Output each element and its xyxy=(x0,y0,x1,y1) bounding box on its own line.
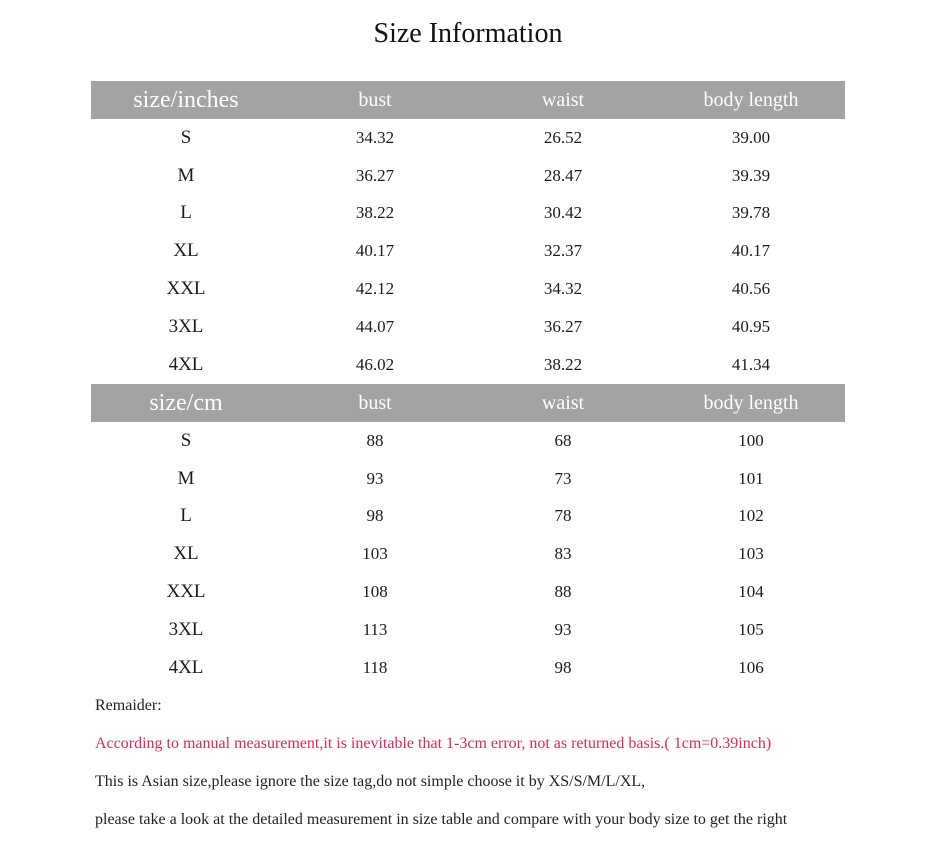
body-length-cell: 102 xyxy=(738,506,764,526)
table-row xyxy=(91,611,845,649)
body-length-cell: 106 xyxy=(738,657,764,677)
table-header-row xyxy=(91,384,845,422)
waist-cell: 32.37 xyxy=(543,241,583,261)
waist-cell: 78 xyxy=(554,506,572,526)
table-row xyxy=(91,232,845,270)
size-cell: XL xyxy=(173,543,199,565)
header-cell-bust: bust xyxy=(281,384,469,422)
size-cell: XXL xyxy=(166,581,206,603)
bust-cell: 88 xyxy=(366,430,384,450)
bust-cell: 93 xyxy=(366,468,384,488)
waist-cell: 68 xyxy=(554,430,572,450)
header-cell-size: size/inches xyxy=(91,81,281,119)
body-length-cell: 39.78 xyxy=(731,203,771,223)
body-length-cell: 40.95 xyxy=(731,316,771,336)
body-length-cell: 41.34 xyxy=(731,354,771,374)
body-length-cell: 104 xyxy=(738,582,764,602)
body-length-cell: 103 xyxy=(738,544,764,564)
body-length-cell: 39.39 xyxy=(731,165,771,185)
bust-cell: 44.07 xyxy=(355,316,395,336)
size-cell: L xyxy=(180,505,192,527)
waist-cell: 98 xyxy=(554,657,572,677)
size-table-inches xyxy=(91,81,845,384)
waist-cell: 88 xyxy=(554,582,572,602)
size-cell: 3XL xyxy=(168,618,204,640)
table-row xyxy=(91,195,845,233)
waist-cell: 83 xyxy=(554,544,572,564)
body-length-cell: 100 xyxy=(738,430,764,450)
body-length-cell: 39.00 xyxy=(731,127,771,147)
size-cell: S xyxy=(180,429,192,451)
size-cell: 3XL xyxy=(168,315,204,337)
table-row xyxy=(91,460,845,498)
table-row xyxy=(91,346,845,384)
bust-cell: 103 xyxy=(362,544,388,564)
size-cell: 4XL xyxy=(168,353,204,375)
waist-cell: 30.42 xyxy=(543,203,583,223)
table-header-row xyxy=(91,81,845,119)
bust-cell: 98 xyxy=(366,506,384,526)
table-row xyxy=(91,422,845,460)
table-row xyxy=(91,535,845,573)
bust-cell: 108 xyxy=(362,582,388,602)
bust-cell: 113 xyxy=(362,619,388,639)
waist-cell: 26.52 xyxy=(543,127,583,147)
table-row xyxy=(91,157,845,195)
size-cell: M xyxy=(177,467,195,489)
page-title: Size Information xyxy=(373,18,563,49)
waist-cell: 38.22 xyxy=(543,354,583,374)
bust-cell: 38.22 xyxy=(355,203,395,223)
header-cell-body-length: body length xyxy=(657,384,845,422)
waist-cell: 34.32 xyxy=(543,279,583,299)
waist-cell: 93 xyxy=(554,619,572,639)
waist-cell: 36.27 xyxy=(543,316,583,336)
header-cell-waist: waist xyxy=(469,384,657,422)
waist-cell: 28.47 xyxy=(543,165,583,185)
measurement-warning: According to manual measurement,it is inevitable that 1-3cm error, not as returned basis.( 1cm=0.39inch) xyxy=(95,735,772,752)
table-row xyxy=(91,119,845,157)
body-length-cell: 40.17 xyxy=(731,241,771,261)
size-cell: L xyxy=(180,202,192,224)
bust-cell: 36.27 xyxy=(355,165,395,185)
reminder-label: Remaider: xyxy=(95,697,162,714)
size-cell: S xyxy=(180,126,192,148)
bust-cell: 34.32 xyxy=(355,127,395,147)
header-cell-waist: waist xyxy=(469,81,657,119)
bust-cell: 40.17 xyxy=(355,241,395,261)
body-length-cell: 101 xyxy=(738,468,764,488)
table-row xyxy=(91,308,845,346)
bust-cell: 46.02 xyxy=(355,354,395,374)
table-row xyxy=(91,498,845,536)
size-cell: M xyxy=(177,164,195,186)
table-row xyxy=(91,573,845,611)
waist-cell: 73 xyxy=(554,468,572,488)
body-length-cell: 40.56 xyxy=(731,279,771,299)
size-cell: XXL xyxy=(166,278,206,300)
size-table-cm xyxy=(91,384,845,687)
body-length-cell: 105 xyxy=(738,619,764,639)
bust-cell: 118 xyxy=(362,657,388,677)
bust-cell: 42.12 xyxy=(355,279,395,299)
header-cell-bust: bust xyxy=(281,81,469,119)
header-cell-body-length: body length xyxy=(657,81,845,119)
asian-size-note: This is Asian size,please ignore the size tag,do not simple choose it by XS/S/M/L/XL, xyxy=(95,773,646,790)
header-cell-size: size/cm xyxy=(91,384,281,422)
size-cell: 4XL xyxy=(168,656,204,678)
table-row xyxy=(91,649,845,687)
table-row xyxy=(91,270,845,308)
size-cell: XL xyxy=(173,240,199,262)
compare-size-note: please take a look at the detailed measurement in size table and compare with your body size to get the right xyxy=(95,811,788,828)
